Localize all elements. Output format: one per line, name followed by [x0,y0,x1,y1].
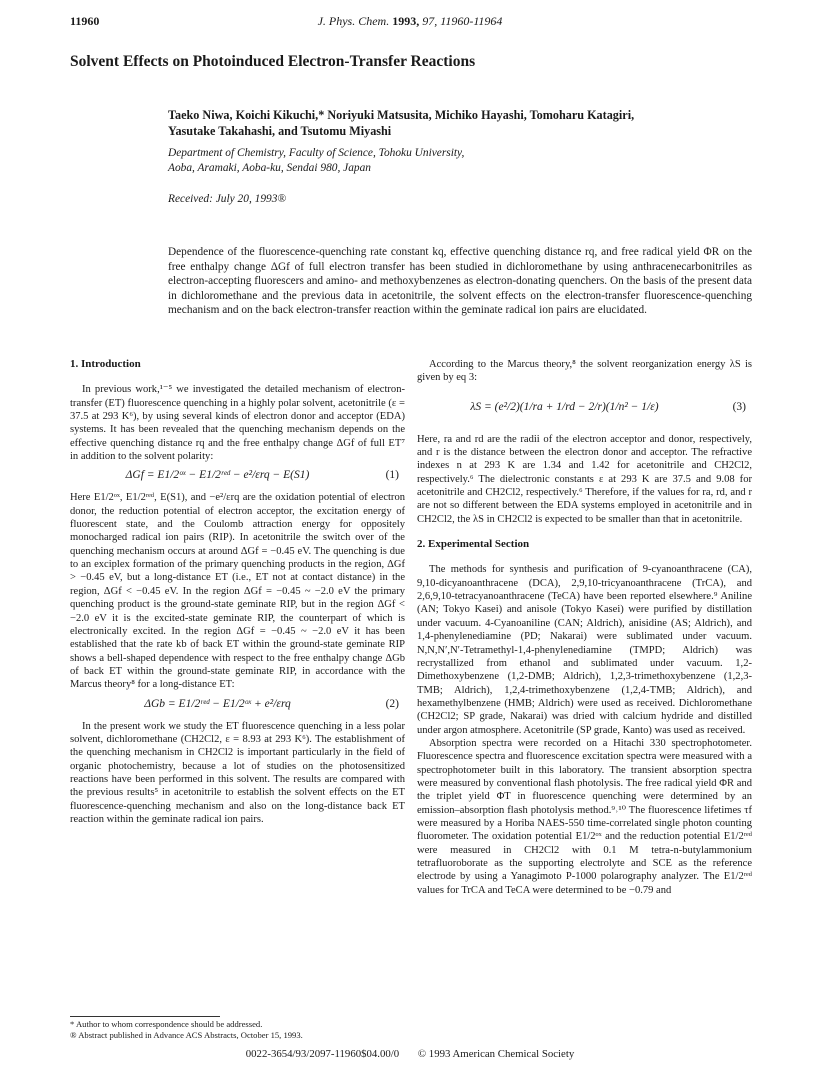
received-date: Received: July 20, 1993® [168,193,287,205]
equation-number: (1) [385,469,399,482]
left-column [70,358,405,826]
footnote: * Author to whom correspondence should be addressed. [70,1019,263,1029]
author-line: Yasutake Takahashi, and Tsutomu Miyashi [168,124,392,138]
section-heading-introduction: 1. Introduction [70,358,141,370]
footnotes [70,1019,410,1041]
equation-2 [70,698,405,715]
affiliation-line: Department of Chemistry, Faculty of Science, Tohoku University, [168,147,465,159]
article-code: 0022-3654/93/2097-11960$04.00/0 [245,1048,400,1060]
abstract: Dependence of the fluorescence-quenching rate constant kq, effective quenching distance rq, and free radical yield ΦR on the free enthalpy change ΔGf of full electron transfer has been studied in dichloromethane by using anthracenecarbonitriles as electron-accepting fluorescers and amino- and methoxybenzenes as electron-donating quenchers. On the basis of the present data in dichloromethane and the previous data in acetonitrile, the solvent effects on the electron-transfer fluorescence-quenching mechanism and on the back electron-transfer reaction within the geminate radical ion pairs are elucidated. [168,246,752,317]
copyright: © 1993 American Chemical Society [417,1048,575,1060]
footnote: ® Abstract published in Advance ACS Abstracts, October 15, 1993. [70,1030,303,1040]
paragraph: Here E1/2ᵒˣ, E1/2ʳᵉᵈ, E(S1), and −e²/εrq are the oxidation potential of electron donor, the reduction potential of electron acceptor, the excitation energy of fluorescent state, and the Coulomb attraction energy for oppositely monocharged radical ion pairs (RIP). In acetonitrile the switch over of the quenching mechanism occurs at around ΔGf = −0.45 eV. The quenching is due to an exciplex formation of the primary quenching products in the region, ΔGf > −0.45 eV, but a long-distance ET (i.e., ET not at contact distance) in the region, ΔGf < −0.45 eV. In the region ΔGf = −0.45 ~ −2.0 eV the primary quenching product is the ground-state geminate RIP, but in the region ΔGf < −2.0 eV it is the excited-state geminate RIP, the counterpart of which is electronically excited. In the region ΔGf = −0.45 ~ −2.0 eV it has been established that the rate kb of back ET within the ground-state geminate RIP shows a bell-shaped dependence with respect to the free enthalpy change ΔGb of back ET within the ground-state geminate RIP, in accordance with the Marcus theory⁸ for a long-distance ET: [70,492,405,691]
journal-name: J. Phys. Chem. [317,14,390,28]
section-heading-experimental: 2. Experimental Section [417,538,530,551]
author-list [168,107,758,139]
paragraph: According to the Marcus theory,⁸ the solvent reorganization energy λS is given by eq 3: [417,359,752,384]
equation-3 [417,393,752,427]
paragraph: Absorption spectra were recorded on a Hitachi 330 spectrophotometer. Fluorescence spectra and fluorescence excitation spectra were measured with a spectrophotometer built in this laboratory. The transient absorption spectra were measured by conventional flash photolysis. The free radical yield ΦR and the triplet yield ΦT in fluorescence quenching were determined by an emission–absorption flash photolysis method.⁹˒¹⁰ The fluorescence lifetimes τf were measured by a Horiba NAES-550 time-correlated single photon counting fluorometer. The oxidation potential E1/2ᵒˣ and the reduction potential E1/2ʳᵉᵈ were measured in CH2Cl2 with 0.1 M tetra-n-butylammonium tetrafluoroborate as the supporting electrolyte and SCE as the reference electrode by using a Yanagimoto P-1000 polarography analyzer. The E1/2ʳᵉᵈ values for TrCA and TeCA were determined to be −0.79 and [417,737,752,896]
article-title: Solvent Effects on Photoinduced Electron-Transfer Reactions [70,53,476,70]
page-number: 11960 [70,14,100,28]
equation-1 [70,469,405,486]
page-footer [70,1048,750,1060]
paragraph: In previous work,¹⁻⁵ we investigated the detailed mechanism of electron-transfer (ET) fluorescence quenching in a highly polar solvent, acetonitrile (ε = 37.5 at 293 K⁶), by using several kinds of electron donor and acceptor (EDA) systems. It has been revealed that the quenching mechanism depends on the effective quenching distance rq and the free enthalpy change ΔGf of full ET⁷ in addition to the solvent polarity: [70,384,405,463]
equation-expression: ΔGb = E1/2ʳᵉᵈ − E1/2ᵒˣ + e²/εrq [144,697,291,710]
journal-volume-pages: 97, 11960-11964 [422,14,503,28]
right-column [417,358,752,897]
paragraph: The methods for synthesis and purification of 9-cyanoanthracene (CA), 9,10-dicyanoanthracene (DCA), 2,9,10-tricyanoanthracene (TrCA), and 2,6,9,10-tetracyanoanthracene (TeCA) have been reported elsewhere.⁹ Aniline (AN; Tokyo Kasei) and anisole (Tokyo Kasei) were purified by distillation under vacuum. 4-Cyanoaniline (CAN; Aldrich), anisidine (AS; Aldrich), and 1,4-phenylenediamine (PD; Nakarai) were sublimated under vacuum. N,N,N′,N′-Tetramethyl-1,4-phenylenediamine (TMPD; Aldrich) was recrystallized from ethanol and sublimated under vacuum. 1,2-Dimethoxybenzene (1,2-DMB; Aldrich), 1,2,3-trimethoxybenzene (1,2,3-TMB; Aldrich), 1,2,4-trimethoxybenzene (1,2,4-TMB; Aldrich), and hexamethylbenzene (HMB; Aldrich) were used as received. Dichloromethane (CH2Cl2; SP grade, Nakarai) was dried with calcium hydride and distilled under argon atmosphere. Acetonitrile (SP grade, Kanto) was used as received. [417,564,752,736]
running-head [70,14,750,32]
equation-expression: λS = (e²/2)(1/ra + 1/rd − 2/r)(1/n² − 1/ε) [470,400,659,413]
footnote-divider [70,1016,220,1017]
paragraph: Here, ra and rd are the radii of the electron acceptor and donor, respectively, and r is the distance between the electron donor and acceptor. The refractive indexes n at 293 K are 1.34 and 1.42 for acetonitrile and CH2Cl2, respectively.⁶ The dielectronic constants ε at 293 K are 37.5 and 9.08 for acetonitrile and CH2Cl2, respectively.⁶ Therefore, if the values for ra, rd, and r are not so different between the EDA systems employed in acetonitrile and in CH2Cl2, the λS in CH2Cl2 is expected to be smaller than that in acetonitrile. [417,433,752,525]
paragraph: In the present work we study the ET fluorescence quenching in a less polar solvent, dichloromethane (CH2Cl2, ε = 8.93 at 293 K⁶). The establishment of the quenching mechanism in CH2Cl2 is important particularly in the field of organic photochemistry, because a lot of studies on the photosensitized reactions have been performed in this solvent. The results are compared with the previous results⁵ in acetonitrile to establish the solvent effects on the ET fluorescence-quenching mechanism and also on the long-distance back ET reaction within the geminate radical ion pairs. [70,720,405,825]
equation-number: (3) [732,400,746,413]
affiliation [168,146,728,176]
journal-citation [70,14,750,29]
affiliation-line: Aoba, Aramaki, Aoba-ku, Sendai 980, Japan [168,162,372,174]
author-line: Taeko Niwa, Koichi Kikuchi,* Noriyuki Matsusita, Michiko Hayashi, Tomoharu Katagiri, [168,108,635,122]
journal-year: 1993, [392,14,420,28]
equation-number: (2) [385,697,399,710]
equation-expression: ΔGf = E1/2ᵒˣ − E1/2ʳᵉᵈ − e²/εrq − E(S1) [125,469,310,482]
